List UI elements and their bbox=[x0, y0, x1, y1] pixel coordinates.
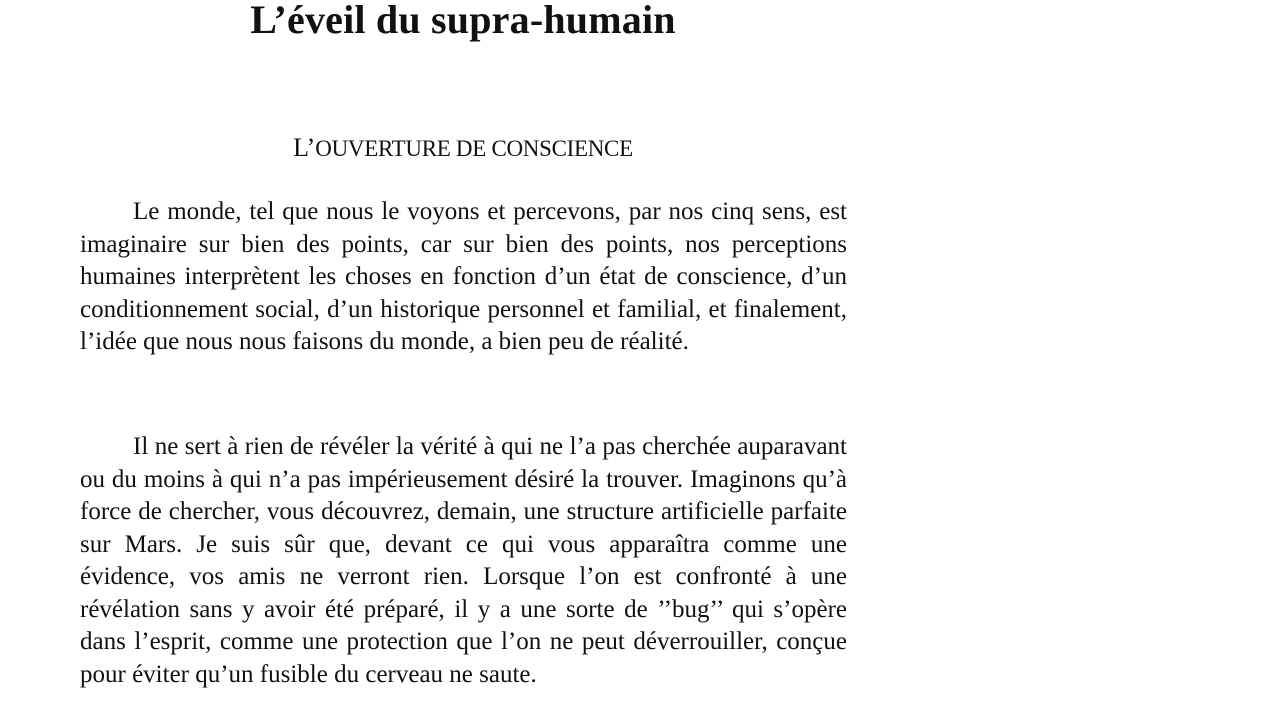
section-heading bbox=[0, 132, 926, 165]
section-heading-initial: L’ bbox=[293, 133, 316, 162]
paragraph-1: Le monde, tel que nous le voyons et percevons, par nos cinq sens, est imaginaire sur bien des points, car sur bien des points, nos perceptions humaines interprètent les choses en fonction d’un état de conscience, d’un conditionnement social, d’un historique personnel et familial, et finalement, l’idée que nous nous faisons du monde, a bien peu de réalité. bbox=[80, 198, 847, 355]
section-heading-rest: OUVERTURE DE CONSCIENCE bbox=[315, 136, 633, 161]
book-title: L’éveil du supra-humain bbox=[250, 0, 676, 42]
paragraph-2: Il ne sert à rien de révéler la vérité à qui ne l’a pas cherchée auparavant ou du moins à qui n’a pas impérieusement désiré la trouver. Imaginons qu’à force de chercher, vous découvrez, demain, une structure artificielle parfaite sur Mars. Je suis sûr que, devant ce qui vous apparaîtra comme une évidence, vos amis ne verront rien. Lorsque l’on est confronté à une révélation sans y avoir été préparé, il y a une sorte de ’’bug’’ qui s’opère dans l’esprit, comme une protection que l’on ne peut déverrouiller, conçue pour éviter qu’un fusible du cerveau ne saute. bbox=[80, 433, 847, 688]
